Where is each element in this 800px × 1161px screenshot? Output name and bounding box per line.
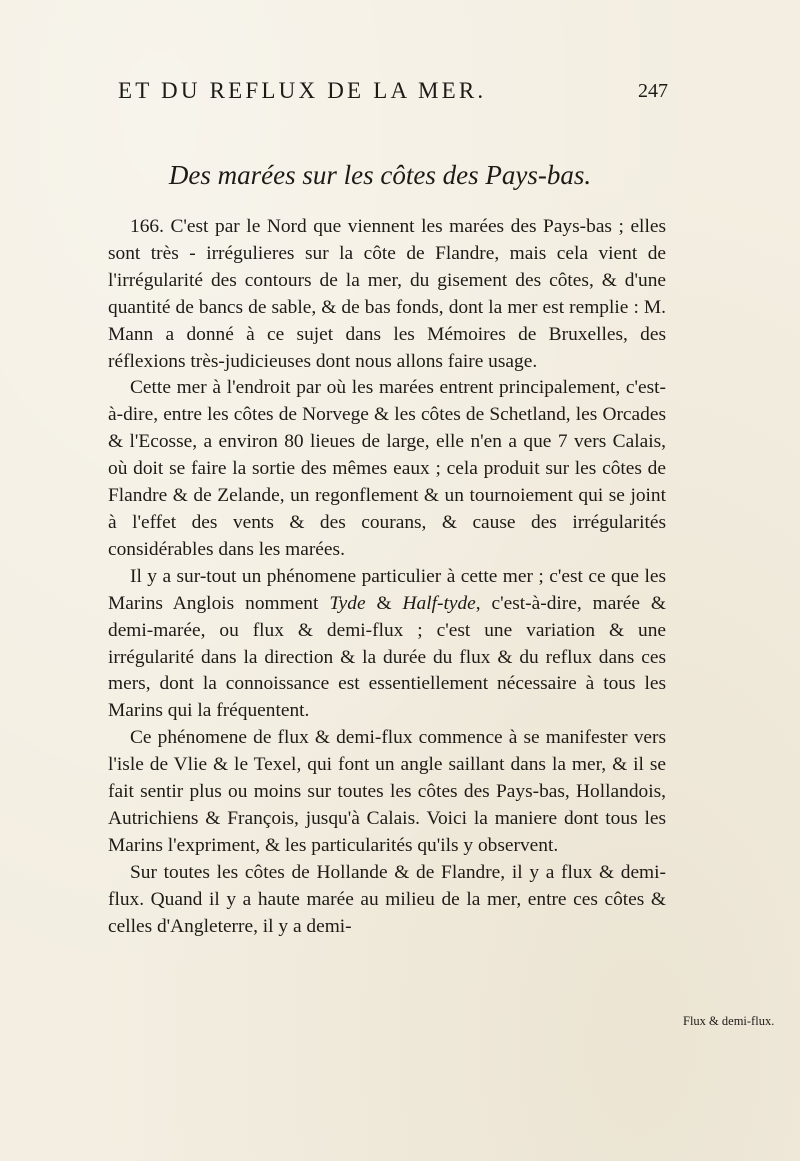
paragraph-text: Il y a sur-tout un phénomene particulier à cette mer ; c'est ce que les Marins Anglois nomment [108,565,666,614]
paragraph [108,564,666,725]
paragraph [108,860,666,941]
term-half-tyde: Half-tyde [402,592,476,614]
body-text [108,214,666,940]
paragraph-text: 166. C'est par le Nord que viennent les marées des Pays-bas ; elles sont très - irrégulieres sur la côte de Flandre, mais cela vient de l'irrégularité des contours de la mer, du gisement des côtes, & d'une quantité de bancs de sable, & de bas fonds, dont la mer est remplie : M. Mann a donné à ce sujet dans les Mémoires de Bruxelles, des réflexions très-judicieuses dont nous allons faire usage. [108,216,666,372]
paragraph-166 [108,214,666,375]
paragraph-text: Cette mer à l'endroit par où les marées entrent principalement, c'est-à-dire, entre les côtes de Norvege & les côtes de Schetland, les Orcades & l'Ecosse, a environ 80 lieues de large, elle n'en a que 7 vers Calais, où doit se faire la sortie des mêmes eaux ; cela produit sur les côtes de Flandre & de Zelande, un regonflement & un tournoiement qui se joint à l'effet des vents & des courans, & cause des irrégularités considérables dans les marées. [108,377,666,560]
page-number: 247 [638,80,668,102]
paragraph [108,725,666,860]
section-title: Des marées sur les côtes des Pays-bas. [168,160,592,190]
paragraph-text: & [365,592,403,614]
term-tyde: Tyde [329,592,366,614]
paragraph-text: Ce phénomene de flux & demi-flux commence à se manifester vers l'isle de Vlie & le Texel, qui font un angle saillant dans la mer, & il se fait sentir plus ou moins sur toutes les côtes des Pays-bas, Hollandois, Autrichiens & François, jusqu'à Calais. Voici la maniere dont tous les Marins l'expriment, & les particularités qu'ils y observent. [108,727,666,856]
paragraph [108,375,666,563]
running-title: ET DU REFLUX DE LA MER. [118,78,487,103]
paragraph-text: , c'est-à-dire, marée & demi-marée, ou flux & demi-flux ; c'est une variation & une irrégularité dans la direction & la durée du flux & du reflux dans ces mers, dont la connoissance est essentiellement nécessaire à tous les Marins qui la fréquentent. [108,592,666,722]
margin-note: Flux & demi-flux. [683,1014,775,1028]
paragraph-text: Sur toutes les côtes de Hollande & de Flandre, il y a flux & demi-flux. Quand il y a haute marée au milieu de la mer, entre ces côtes & celles d'Angleterre, il y a demi- [108,861,666,937]
